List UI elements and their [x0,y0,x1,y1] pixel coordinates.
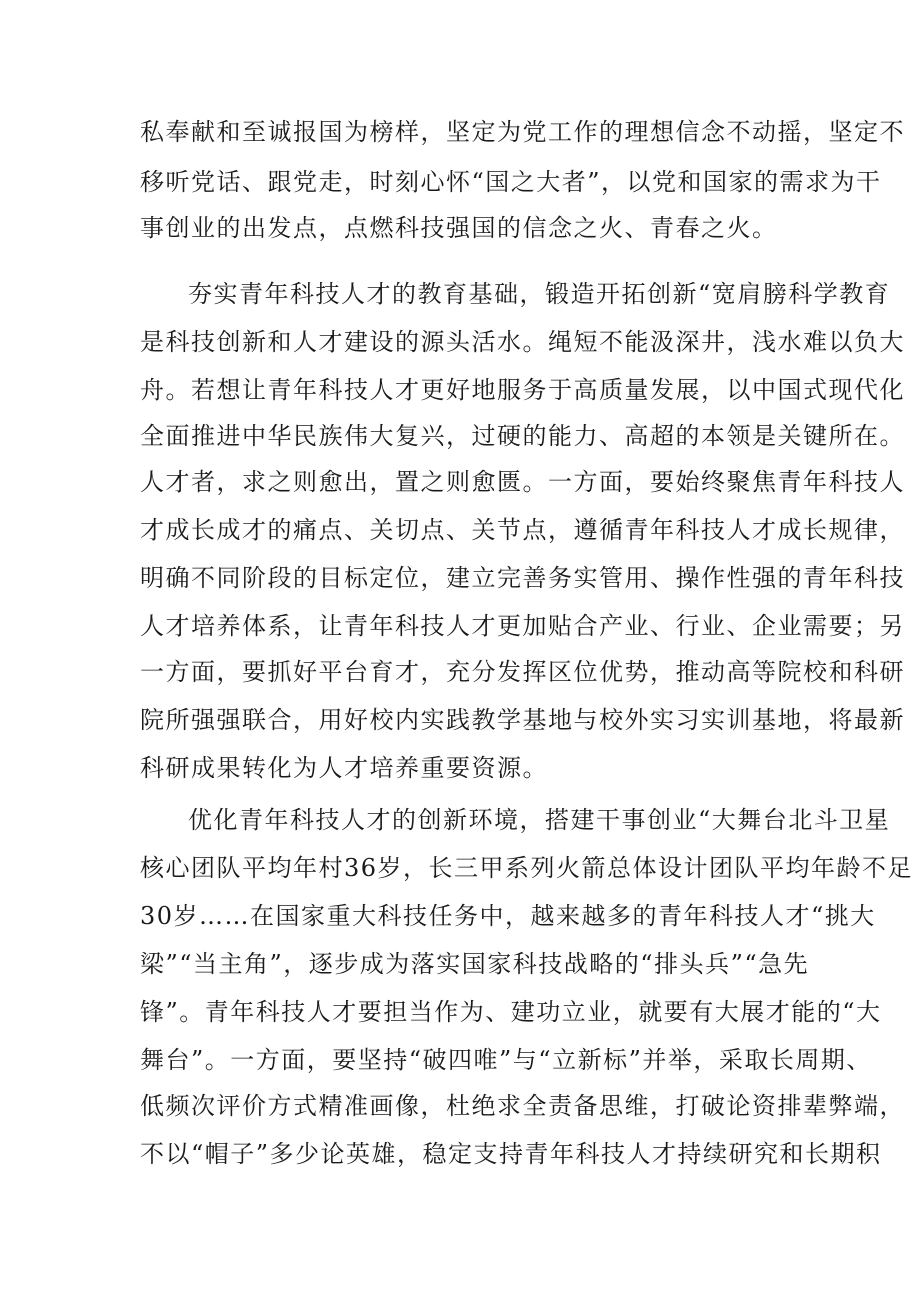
text-line: 人才培养体系，让青年科技人才更加贴合产业、行业、企业需要；另 [140,612,905,640]
text-line: 人才者，求之则愈出，置之则愈匮。一方面，要始终聚焦青年科技人 [140,468,905,496]
text-line: 优化青年科技人才的创新环境，搭建干事创业“大舞台北斗卫星 [188,806,891,834]
text-line: 私奉献和至诚报国为榜样，坚定为党工作的理想信念不动摇，坚定不 [140,118,905,146]
text-line: 移听党话、跟党走，时刻心怀“国之大者”，以党和国家的需求为干 [140,168,882,196]
text-line: 才成长成才的痛点、关切点、关节点，遵循青年科技人才成长规律， [140,516,905,544]
text-line: 夯实青年科技人才的教育基础，锻造开拓创新“宽肩膀科学教育 [188,280,891,308]
text-line: 不以“帽子”多少论英雄，稳定支持青年科技人才持续研究和长期积 [140,1140,882,1168]
text-line: 核心团队平均年村36岁，长三甲系列火箭总体设计团队平均年龄不足 [140,854,914,882]
text-line: 是科技创新和人才建设的源头活水。绳短不能汲深井，浅水难以负大 [140,328,905,356]
text-line: 舞台”。一方面，要坚持“破四唯”与“立新标”并举，采取长周期、 [140,1046,872,1074]
text-line: 30岁……在国家重大科技任务中，越来越多的青年科技人才“挑大 [140,902,876,930]
text-line: 舟。若想让青年科技人才更好地服务于高质量发展，以中国式现代化 [140,376,905,404]
text-line: 一方面，要抓好平台育才，充分发挥区位优势，推动高等院校和科研 [140,658,905,686]
text-line: 科研成果转化为人才培养重要资源。 [140,754,548,782]
text-line: 梁”“当主角”，逐步成为落实国家科技战略的“排头兵”“急先 [140,950,810,978]
text-line: 全面推进中华民族伟大复兴，过硬的能力、高超的本领是关键所在。 [140,422,905,450]
text-line: 锋”。青年科技人才要担当作为、建功立业，就要有大展才能的“大 [140,998,882,1026]
text-line: 事创业的出发点，点燃科技强国的信念之火、青春之火。 [140,214,778,242]
text-line: 明确不同阶段的目标定位，建立完善务实管用、操作性强的青年科技 [140,564,905,592]
text-line: 院所强强联合，用好校内实践教学基地与校外实习实训基地，将最新 [140,706,905,734]
text-line: 低频次评价方式精准画像，杜绝求全责备思维，打破论资排辈弊端， [140,1092,905,1120]
